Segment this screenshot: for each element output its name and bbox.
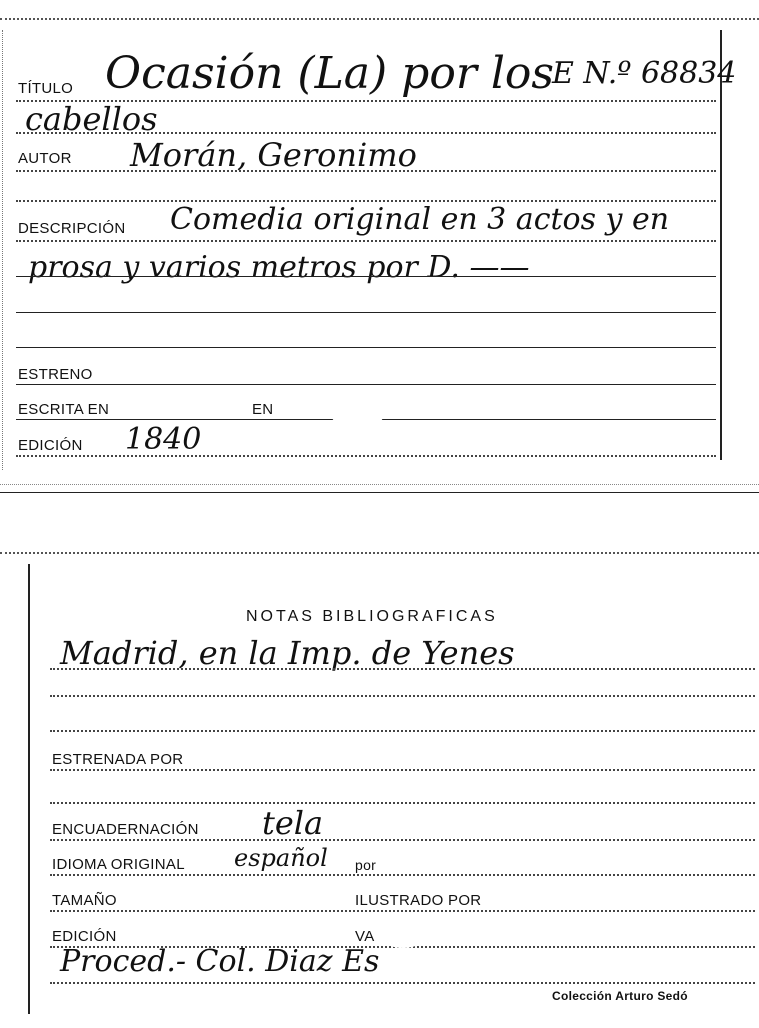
card-right-border [720, 30, 722, 460]
descripcion-value-line1: Comedia original en 3 actos y en [170, 202, 670, 237]
va-label: VA [355, 928, 375, 945]
por-label: por [355, 857, 377, 873]
ink-blot-back [378, 918, 428, 948]
estrenada-por-rule [50, 769, 755, 771]
encuadernacion-value: tela [262, 804, 324, 842]
edicion-label: EDICIÓN [18, 437, 83, 454]
autor-value: Morán, Geronimo [130, 136, 417, 174]
edicion-rule [16, 455, 716, 457]
descripcion-label: DESCRIPCIÓN [18, 220, 126, 237]
card-bottom-edge [0, 484, 759, 485]
estrenada-por-rule-2 [50, 802, 755, 804]
titulo-value-line1: Ocasión (La) por los [105, 48, 555, 99]
estreno-label: ESTRENO [18, 366, 93, 383]
descripcion-value-line2: prosa y varios metros por D. —— [28, 250, 530, 285]
autor-rule [16, 170, 716, 172]
tamano-label: TAMAÑO [52, 892, 117, 909]
edicion-back-label: EDICIÓN [52, 928, 117, 945]
notas-rule-2 [50, 695, 755, 697]
autor-label: AUTOR [18, 150, 72, 167]
notas-rule-1 [50, 668, 755, 670]
registry-number: E N.º 68834 [552, 56, 737, 91]
card-top-edge [0, 18, 759, 20]
notas-rule-3 [50, 730, 755, 732]
idioma-original-value: español [234, 844, 328, 872]
card-separator [0, 492, 759, 493]
estrenada-por-label: ESTRENADA POR [52, 751, 184, 768]
encuadernacion-label: ENCUADERNACIÓN [52, 821, 199, 838]
ink-blot-back-2 [382, 950, 442, 984]
idioma-rule [50, 874, 755, 876]
descripcion-rule-4 [16, 347, 716, 348]
notas-value-line1: Madrid, en la Imp. de Yenes [60, 634, 515, 672]
card-left-edge [2, 30, 3, 470]
escrita-en-label: ESCRITA EN [18, 401, 110, 418]
descripcion-rule [16, 240, 716, 242]
titulo-label: TÍTULO [18, 80, 74, 97]
estreno-rule [16, 384, 716, 385]
catalog-card-back [0, 540, 759, 1028]
ilustrado-por-label: ILUSTRADO POR [355, 892, 482, 909]
catalog-card-front [0, 0, 759, 492]
proced-rule [50, 982, 755, 984]
back-left-border [28, 564, 30, 1014]
descripcion-rule-3 [16, 312, 716, 313]
edicion-value: 1840 [125, 422, 202, 457]
tamano-rule [50, 910, 755, 912]
titulo-rule-2 [16, 132, 716, 134]
encuadernacion-rule [50, 839, 755, 841]
notas-heading: NOTAS BIBLIOGRAFICAS [246, 608, 498, 625]
back-top-edge [0, 552, 759, 554]
descripcion-rule-2 [16, 276, 716, 277]
titulo-value-line2: cabellos [25, 100, 158, 138]
collection-credit: Colección Arturo Sedó [552, 989, 688, 1003]
idioma-original-label: IDIOMA ORIGINAL [52, 856, 185, 873]
ink-blot [330, 392, 385, 430]
proced-value: Proced.- Col. Diaz Es [60, 944, 380, 979]
en-label: EN [252, 401, 274, 418]
